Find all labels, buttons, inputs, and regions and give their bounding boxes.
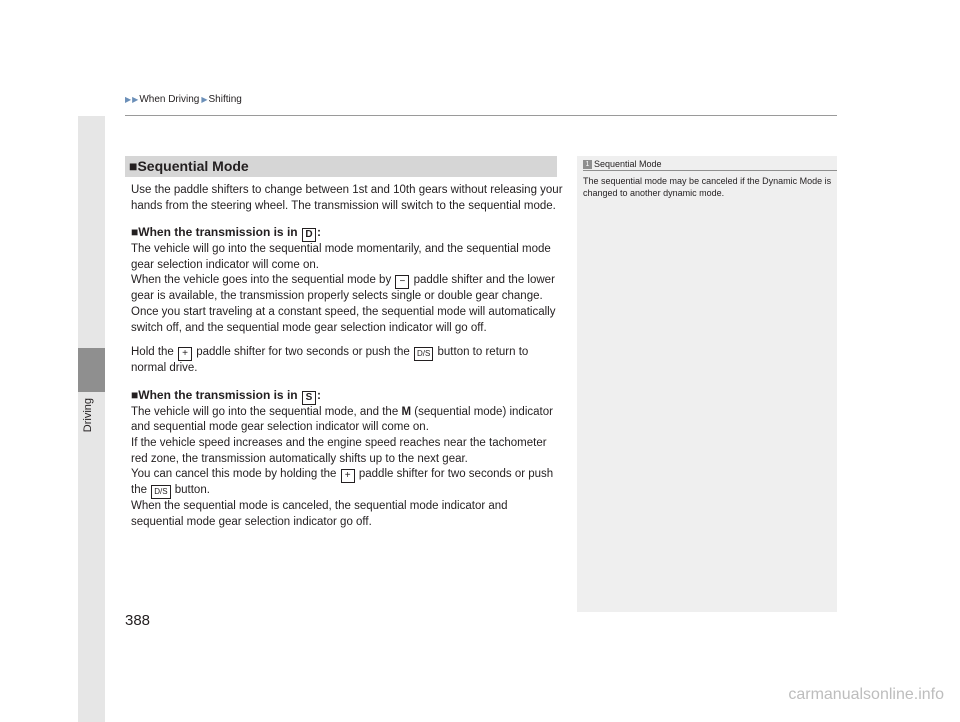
ds-button-icon: D/S [151, 485, 170, 499]
chevron-right-icon: ▶ [201, 95, 208, 104]
ds-button-icon: D/S [414, 347, 433, 361]
sidebar-label: Driving [82, 398, 94, 433]
subheading-s: ■When the transmission is in S : [131, 387, 321, 403]
note-body: The sequential mode may be canceled if the Dynamic Mode is changed to another dynamic mode. [583, 176, 832, 198]
paragraph: When the sequential mode is canceled, the sequential mode indicator and sequential mode gear selection indicator go off. [131, 500, 508, 528]
section-body [131, 183, 563, 530]
page-number: 388 [125, 612, 151, 629]
square-bullet-icon: ■ [129, 158, 138, 174]
breadcrumb-item-shifting[interactable]: Shifting [208, 94, 242, 105]
paragraph: Hold the + paddle shifter for two seconds or push the D/S button to return to normal drive. [131, 346, 529, 375]
d-position-icon: D [302, 228, 316, 242]
paragraph: If the vehicle speed increases and the engine speed reaches near the tachometer red zone, the transmission automatically shifts up to the next gear. [131, 436, 547, 465]
side-note-panel [577, 156, 837, 612]
section-title: ■Sequential Mode [129, 158, 249, 174]
paragraph: You can cancel this mode by holding the + paddle shifter for two seconds or push the D/S button. [131, 467, 563, 499]
paragraph: The vehicle will go into the sequential mode, and the M (sequential mode) indicator and sequential mode gear selection indicator will come on. [131, 405, 553, 434]
paragraph: When the vehicle goes into the sequential mode by − paddle shifter and the lower gear is available, the transmission properly selects single or double gear change. [131, 274, 555, 303]
s-position-icon: S [302, 391, 316, 405]
note-number-badge: 1 [583, 160, 592, 169]
note-title: 1 Sequential Mode [583, 159, 662, 169]
header-divider [125, 115, 837, 116]
subheading-d: ■When the transmission is in D : [131, 225, 321, 241]
minus-paddle-icon: − [395, 275, 409, 289]
chevron-right-icon: ▶ [132, 95, 139, 104]
paragraph: Once you start traveling at a constant speed, the sequential mode will automatically switch off, and the sequential mode gear selection indicator will go off. [131, 305, 556, 334]
plus-paddle-icon: + [178, 347, 192, 361]
breadcrumb-item-when-driving[interactable]: When Driving [139, 94, 200, 105]
watermark[interactable]: carmanualsonline.info [788, 686, 944, 703]
paragraph: The vehicle will go into the sequential mode momentarily, and the sequential mode gear selection indicator will come on. [131, 243, 551, 271]
note-divider [583, 170, 837, 171]
sidebar-chapter-tab[interactable] [78, 348, 105, 392]
intro-paragraph: Use the paddle shifters to change between 1st and 10th gears without releasing your hands from the steering wheel. The transmission will switch to the sequential mode. [131, 184, 563, 212]
breadcrumb [125, 94, 242, 105]
chevron-right-icon: ▶ [125, 95, 132, 104]
plus-paddle-icon: + [341, 469, 355, 483]
